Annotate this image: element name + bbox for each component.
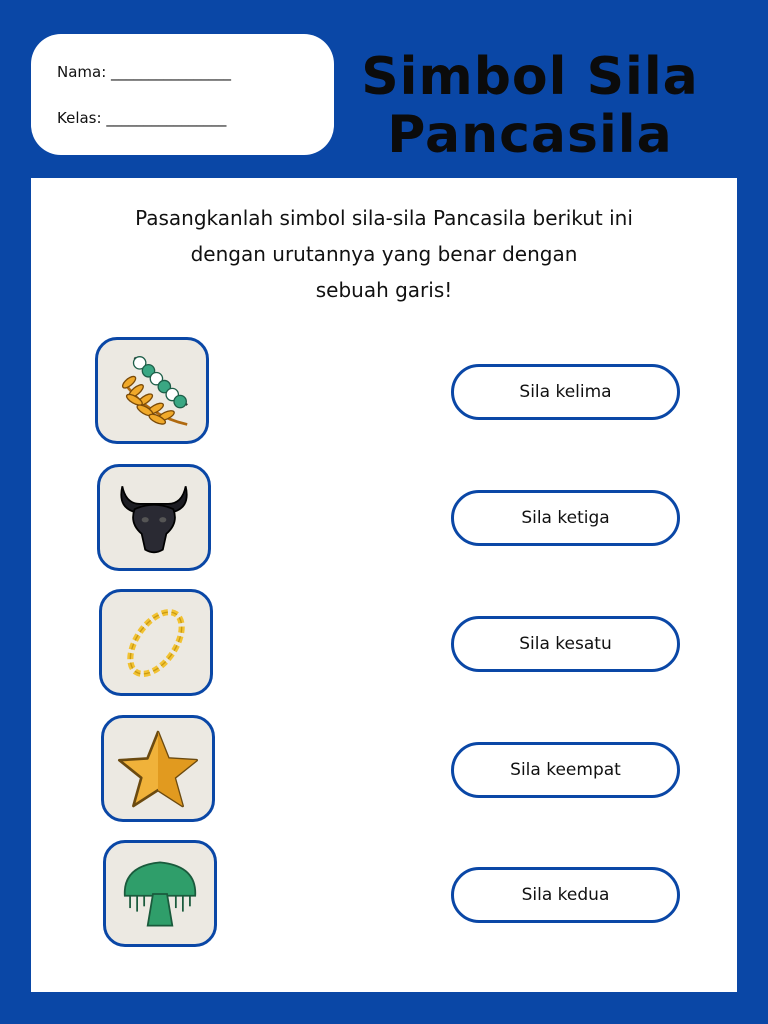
instruction-line-2: dengan urutannya yang benar dengan xyxy=(190,242,578,266)
option-sila-kesatu[interactable]: Sila kesatu xyxy=(451,616,680,672)
option-sila-ketiga[interactable]: Sila ketiga xyxy=(451,490,680,546)
bull-head-icon xyxy=(110,474,198,562)
banyan-tree-icon xyxy=(116,850,204,938)
instruction-line-3: sebuah garis! xyxy=(315,278,453,302)
name-field[interactable]: Nama: ________________ xyxy=(57,63,232,81)
option-sila-kelima[interactable]: Sila kelima xyxy=(451,364,680,420)
title-line-2: Pancasila xyxy=(387,105,673,165)
rice-cotton-icon xyxy=(108,347,196,435)
class-field[interactable]: Kelas: ________________ xyxy=(57,109,227,127)
chain-icon xyxy=(112,599,200,687)
instruction-line-1: Pasangkanlah simbol sila-sila Pancasila berikut ini xyxy=(135,206,633,230)
worksheet xyxy=(31,178,737,992)
title-line-1: Simbol Sila xyxy=(361,47,699,107)
symbol-card-bull-head[interactable] xyxy=(97,464,211,571)
page-title xyxy=(345,48,715,164)
symbol-card-banyan-tree[interactable] xyxy=(103,840,217,947)
option-sila-kedua[interactable]: Sila kedua xyxy=(451,867,680,923)
instructions xyxy=(31,200,737,308)
student-info-box xyxy=(31,34,334,155)
symbol-card-rice-cotton[interactable] xyxy=(95,337,209,444)
symbol-card-chain[interactable] xyxy=(99,589,213,696)
option-sila-keempat[interactable]: Sila keempat xyxy=(451,742,680,798)
symbol-card-star[interactable] xyxy=(101,715,215,822)
star-icon xyxy=(114,725,202,813)
